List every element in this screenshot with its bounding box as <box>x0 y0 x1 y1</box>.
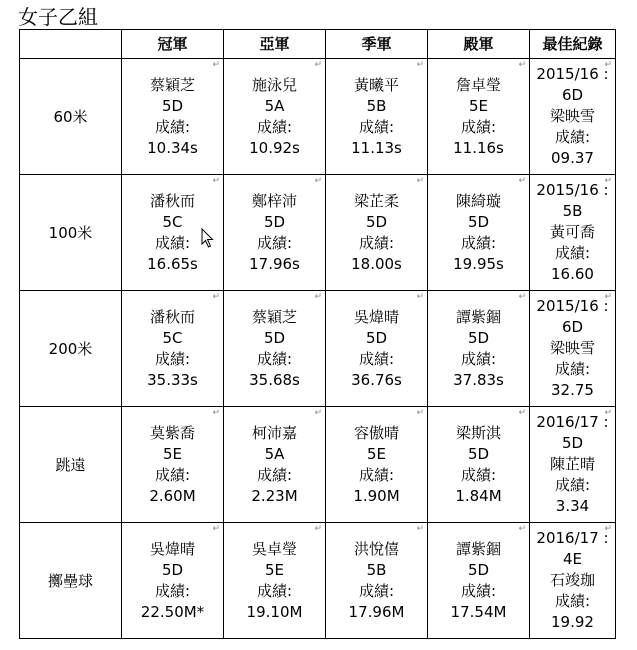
champion-cell <box>122 407 224 523</box>
cell-line: 10.34s <box>147 138 198 157</box>
cell-line: 成績: <box>154 465 191 484</box>
cell-line: 22.50M* <box>140 602 205 621</box>
table-row <box>20 407 616 523</box>
results-body <box>20 59 616 639</box>
paragraph-mark-icon: ↵ <box>416 292 424 302</box>
paragraph-mark-icon: ↵ <box>416 60 424 70</box>
runner-up-cell <box>224 407 326 523</box>
cell-line: 5D <box>467 444 490 463</box>
runner-up-cell <box>224 59 326 175</box>
cell-line: 施泳兒 <box>251 75 297 94</box>
cell-line: 4E <box>562 550 583 568</box>
paragraph-mark-icon: ↵ <box>314 292 322 302</box>
cell-line: 潘秋而 <box>149 191 195 210</box>
cell-line: 5D <box>467 212 490 231</box>
cell-line: 5D <box>561 434 584 452</box>
cell-line: 11.13s <box>351 138 402 157</box>
cell-line: 陳芷晴 <box>549 455 595 473</box>
cell-line: 成績: <box>256 233 293 252</box>
event-name: 擲壘球 <box>20 523 122 639</box>
event-name: 60米 <box>20 59 122 175</box>
cell-line: 吳煒晴 <box>353 307 399 326</box>
cell-line: 2.60M <box>149 486 196 505</box>
cell-line: 2.23M <box>251 486 298 505</box>
third-cell <box>326 523 428 639</box>
cell-line: 2015/16 : <box>536 65 609 83</box>
cell-line: 成績: <box>460 117 497 136</box>
cell-line: 成績: <box>154 581 191 600</box>
paragraph-mark-icon: ↵ <box>314 176 322 186</box>
cell-line: 成績: <box>256 117 293 136</box>
cell-line: 35.33s <box>147 370 198 389</box>
best-record-cell <box>530 59 616 175</box>
cell-line: 5E <box>468 96 489 115</box>
third-cell <box>326 175 428 291</box>
cell-line: 梁映雪 <box>549 339 595 357</box>
cell-line: 成績: <box>554 360 591 378</box>
fourth-cell <box>428 175 530 291</box>
cell-line: 成績: <box>554 592 591 610</box>
paragraph-mark-icon: ↵ <box>416 176 424 186</box>
cell-line: 5E <box>264 560 285 579</box>
runner-up-cell <box>224 523 326 639</box>
event-name: 100米 <box>20 175 122 291</box>
paragraph-mark-icon: ↵ <box>518 60 526 70</box>
cell-line: 10.92s <box>249 138 300 157</box>
cell-line: 32.75 <box>551 381 594 399</box>
cell-line: 吳卓瑩 <box>251 539 297 558</box>
cell-line: 陳綺璇 <box>455 191 501 210</box>
cell-line: 5B <box>366 560 387 579</box>
paragraph-mark-icon: ↵ <box>212 60 220 70</box>
cell-line: 成績: <box>358 233 395 252</box>
cell-line: 成績: <box>460 233 497 252</box>
cell-line: 5C <box>162 212 183 231</box>
cell-line: 5D <box>467 560 490 579</box>
paragraph-mark-icon: ↵ <box>416 524 424 534</box>
cell-line: 5B <box>562 202 583 220</box>
cell-line: 1.84M <box>455 486 502 505</box>
cell-line: 成績: <box>154 117 191 136</box>
cell-line: 成績: <box>554 128 591 146</box>
fourth-cell <box>428 407 530 523</box>
cell-line: 梁芷柔 <box>353 191 399 210</box>
cell-line: 梁映雪 <box>549 107 595 125</box>
cell-line: 5D <box>263 212 286 231</box>
paragraph-mark-icon: ↵ <box>604 292 612 302</box>
paragraph-mark-icon: ↵ <box>518 408 526 418</box>
cell-line: 容傲晴 <box>353 423 399 442</box>
cell-line: 37.83s <box>453 370 504 389</box>
cell-line: 5E <box>366 444 387 463</box>
paragraph-mark-icon: ↵ <box>212 524 220 534</box>
cell-line: 36.76s <box>351 370 402 389</box>
paragraph-mark-icon: ↵ <box>604 408 612 418</box>
cell-line: 6D <box>561 318 584 336</box>
cell-line: 19.92 <box>551 613 594 631</box>
cell-line: 成績: <box>154 233 191 252</box>
cell-line: 5D <box>365 212 388 231</box>
cell-line: 5D <box>161 560 184 579</box>
cell-line: 鄭梓沛 <box>251 191 297 210</box>
third-cell <box>326 291 428 407</box>
cell-line: 17.96s <box>249 254 300 273</box>
cell-line: 柯沛嘉 <box>251 423 297 442</box>
results-table <box>19 29 616 639</box>
best-record-cell <box>530 523 616 639</box>
table-row <box>20 175 616 291</box>
paragraph-mark-icon: ↵ <box>518 292 526 302</box>
runner-up-cell <box>224 291 326 407</box>
cell-line: 黃曦平 <box>353 75 399 94</box>
cell-line: 1.90M <box>353 486 400 505</box>
cell-line: 2015/16 : <box>536 297 609 315</box>
cell-line: 5A <box>264 96 285 115</box>
champion-cell <box>122 59 224 175</box>
cell-line: 成績: <box>554 244 591 262</box>
paragraph-mark-icon: ↵ <box>416 408 424 418</box>
cell-line: 11.16s <box>453 138 504 157</box>
paragraph-mark-icon: ↵ <box>314 408 322 418</box>
cell-line: 蔡穎芝 <box>149 75 195 94</box>
cell-line: 成績: <box>358 465 395 484</box>
champion-cell <box>122 291 224 407</box>
cell-line: 18.00s <box>351 254 402 273</box>
header-fourth: 殿軍 <box>428 30 530 59</box>
cell-line: 5B <box>366 96 387 115</box>
cell-line: 梁斯淇 <box>455 423 501 442</box>
paragraph-mark-icon: ↵ <box>314 524 322 534</box>
best-record-cell <box>530 291 616 407</box>
cell-line: 詹卓瑩 <box>455 75 501 94</box>
cell-line: 5E <box>162 444 183 463</box>
table-row <box>20 291 616 407</box>
cell-line: 成績: <box>460 465 497 484</box>
third-cell <box>326 59 428 175</box>
cell-line: 2016/17 : <box>536 529 609 547</box>
paragraph-mark-icon: ↵ <box>518 524 526 534</box>
best-record-cell <box>530 175 616 291</box>
cell-line: 5D <box>263 328 286 347</box>
cell-line: 成績: <box>554 476 591 494</box>
header-row <box>20 30 616 59</box>
header-runner-up: 亞軍 <box>224 30 326 59</box>
fourth-cell <box>428 523 530 639</box>
cell-line: 16.60 <box>551 265 594 283</box>
cell-line: 石竣珈 <box>549 571 595 589</box>
mouse-pointer-icon <box>201 228 215 248</box>
cell-line: 2016/17 : <box>536 413 609 431</box>
cell-line: 5D <box>365 328 388 347</box>
cell-line: 成績: <box>154 349 191 368</box>
cell-line: 潘秋而 <box>149 307 195 326</box>
paragraph-mark-icon: ↵ <box>212 292 220 302</box>
cell-line: 成績: <box>256 349 293 368</box>
cell-line: 35.68s <box>249 370 300 389</box>
cell-line: 5D <box>161 96 184 115</box>
cell-line: 09.37 <box>551 149 594 167</box>
paragraph-mark-icon: ↵ <box>604 60 612 70</box>
third-cell <box>326 407 428 523</box>
cell-line: 成績: <box>256 465 293 484</box>
runner-up-cell <box>224 175 326 291</box>
header-corner <box>20 30 122 59</box>
cell-line: 19.95s <box>453 254 504 273</box>
paragraph-mark-icon: ↵ <box>212 176 220 186</box>
cell-line: 蔡穎芝 <box>251 307 297 326</box>
cell-line: 5D <box>467 328 490 347</box>
table-row <box>20 523 616 639</box>
paragraph-mark-icon: ↵ <box>314 60 322 70</box>
header-best-record: 最佳紀錄 <box>530 30 616 59</box>
paragraph-mark-icon: ↵ <box>604 176 612 186</box>
cell-line: 莫紫喬 <box>149 423 195 442</box>
paragraph-mark-icon: ↵ <box>212 408 220 418</box>
cell-line: 吳煒晴 <box>149 539 195 558</box>
paragraph-mark-icon: ↵ <box>604 524 612 534</box>
cell-line: 17.96M <box>348 602 405 621</box>
best-record-cell <box>530 407 616 523</box>
fourth-cell <box>428 59 530 175</box>
cell-line: 成績: <box>358 349 395 368</box>
cell-line: 成績: <box>460 581 497 600</box>
cell-line: 成績: <box>460 349 497 368</box>
cell-line: 5C <box>162 328 183 347</box>
cell-line: 譚紫錮 <box>455 307 501 326</box>
page-title: 女子乙組 <box>18 5 98 29</box>
cell-line: 3.34 <box>555 497 590 515</box>
cell-line: 譚紫錮 <box>455 539 501 558</box>
header-third: 季軍 <box>326 30 428 59</box>
cell-line: 19.10M <box>246 602 303 621</box>
cell-line: 成績: <box>358 581 395 600</box>
fourth-cell <box>428 291 530 407</box>
cell-line: 成績: <box>358 117 395 136</box>
cell-line: 洪悅僖 <box>353 539 399 558</box>
cell-line: 成績: <box>256 581 293 600</box>
cell-line: 5A <box>264 444 285 463</box>
cell-line: 16.65s <box>147 254 198 273</box>
cell-line: 6D <box>561 86 584 104</box>
cell-line: 17.54M <box>450 602 507 621</box>
cell-line: 黃可喬 <box>549 223 595 241</box>
event-name: 200米 <box>20 291 122 407</box>
header-champion: 冠軍 <box>122 30 224 59</box>
table-row <box>20 59 616 175</box>
cell-line: 2015/16 : <box>536 181 609 199</box>
event-name: 跳遠 <box>20 407 122 523</box>
paragraph-mark-icon: ↵ <box>518 176 526 186</box>
champion-cell <box>122 523 224 639</box>
